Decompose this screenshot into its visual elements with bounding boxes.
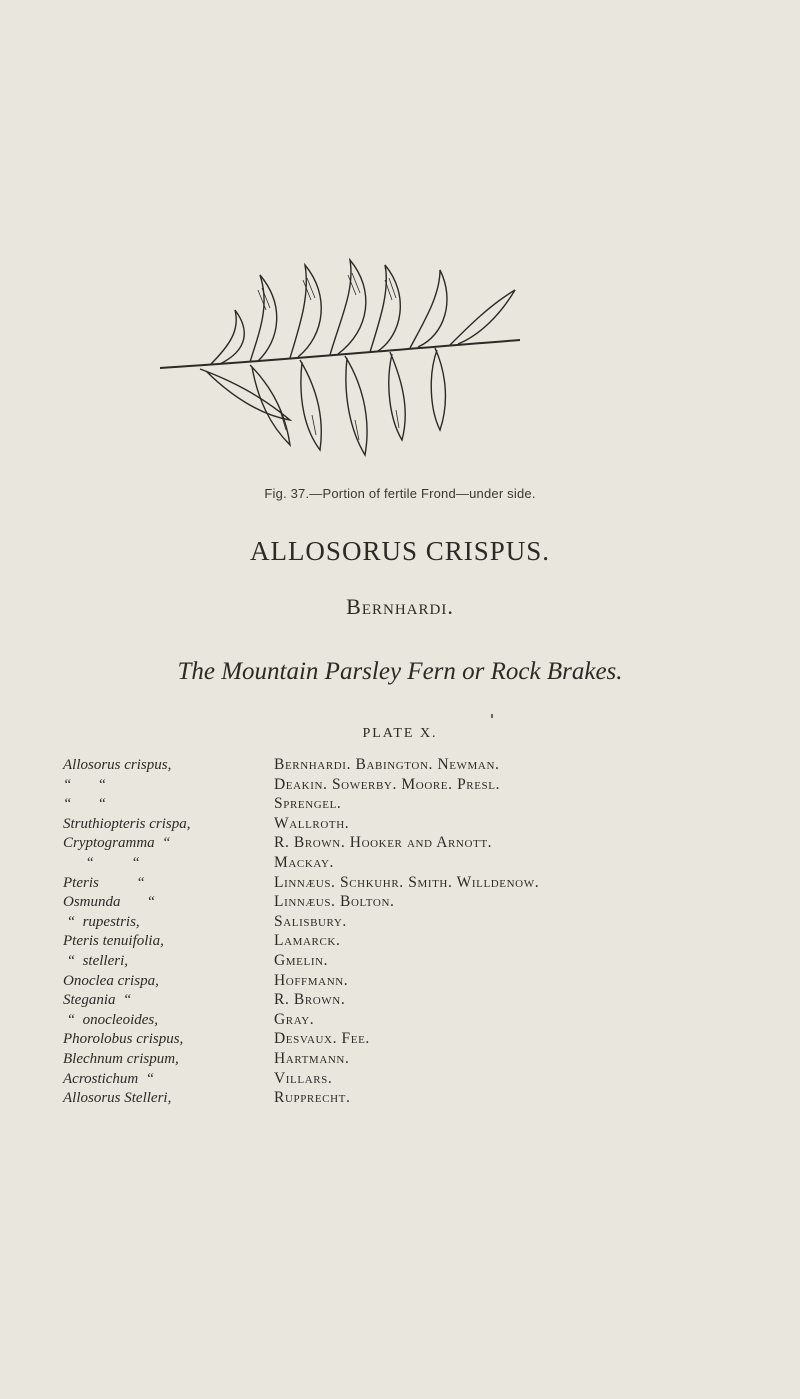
synonym-row xyxy=(63,932,783,952)
synonym-name: Struthiopteris crispa, xyxy=(63,815,191,832)
synonym-row xyxy=(63,991,783,1011)
synonym-row xyxy=(63,834,783,854)
synonym-authors: Hoffmann. xyxy=(274,971,349,989)
synonym-name: Stegania “ xyxy=(63,992,132,1009)
synonym-name: “ rupestris, xyxy=(63,913,140,930)
synonym-row xyxy=(63,1089,783,1109)
synonym-row xyxy=(63,913,783,933)
synonym-authors: Bernhardi. Babington. Newman. xyxy=(274,756,500,773)
synonym-name: Allosorus crispus, xyxy=(63,757,172,773)
common-name: The Mountain Parsley Fern or Rock Brakes. xyxy=(177,658,623,685)
synonym-row xyxy=(63,795,783,815)
synonym-authors: Rupprecht. xyxy=(274,1089,351,1107)
synonym-row xyxy=(63,972,783,992)
synonym-row xyxy=(63,1011,783,1031)
synonym-name: “ stelleri, xyxy=(63,952,129,969)
synonym-name: Pteris tenuifolia, xyxy=(63,933,164,950)
synonym-authors: Deakin. Sowerby. Moore. Presl. xyxy=(274,775,501,793)
synonym-row xyxy=(63,952,783,972)
synonym-authors: R. Brown. Hooker and Arnott. xyxy=(274,834,493,852)
synonym-authors: Sprengel. xyxy=(274,795,342,813)
synonym-authors: Linnæus. Bolton. xyxy=(274,893,395,911)
synonym-name: Pteris “ xyxy=(63,874,145,891)
synonym-authors: Villars. xyxy=(274,1069,333,1087)
synonym-name: Acrostichum “ xyxy=(63,1070,155,1087)
synonym-name: “ “ xyxy=(63,796,106,813)
print-mark xyxy=(491,714,493,718)
synonym-name: Cryptogramma “ xyxy=(63,835,171,852)
synonym-row xyxy=(63,874,783,894)
synonym-authors: Gray. xyxy=(274,1010,315,1028)
synonym-row xyxy=(63,1050,783,1070)
synonym-row xyxy=(63,776,783,796)
synonym-authors: Hartmann. xyxy=(274,1049,350,1067)
synonym-authors: Lamarck. xyxy=(274,932,341,950)
author-name: Bernhardi. xyxy=(346,594,454,619)
synonym-row xyxy=(63,1030,783,1050)
synonym-name: Blechnum crispum, xyxy=(63,1050,179,1067)
page-title: ALLOSORUS CRISPUS. xyxy=(249,536,551,566)
synonym-authors: Linnæus. Schkuhr. Smith. Willdenow. xyxy=(274,873,540,891)
synonym-row xyxy=(63,756,783,776)
synonym-name: Onoclea crispa, xyxy=(63,972,159,989)
synonym-authors: Mackay. xyxy=(274,853,334,871)
synonym-authors: Desvaux. Fee. xyxy=(274,1030,370,1048)
synonym-authors: Salisbury. xyxy=(274,912,347,930)
synonym-name: Osmunda “ xyxy=(63,894,156,911)
synonym-name: Allosorus Stelleri, xyxy=(63,1090,172,1107)
synonym-list xyxy=(63,756,783,1109)
synonym-name: “ “ xyxy=(63,854,140,871)
synonym-row xyxy=(63,854,783,874)
synonym-row xyxy=(63,1070,783,1090)
synonym-authors: Wallroth. xyxy=(274,814,350,832)
fern-frond-illustration xyxy=(140,250,540,470)
plate-label: PLATE X. xyxy=(362,726,438,741)
synonym-name: Phorolobus crispus, xyxy=(63,1031,184,1048)
synonym-name: “ “ xyxy=(63,776,106,793)
figure-caption: Fig. 37.—Portion of fertile Frond—under side. xyxy=(264,486,536,501)
synonym-name: “ onocleoides, xyxy=(63,1011,158,1028)
synonym-row xyxy=(63,815,783,835)
synonym-row xyxy=(63,893,783,913)
synonym-authors: R. Brown. xyxy=(274,991,346,1009)
synonym-authors: Gmelin. xyxy=(274,951,329,969)
